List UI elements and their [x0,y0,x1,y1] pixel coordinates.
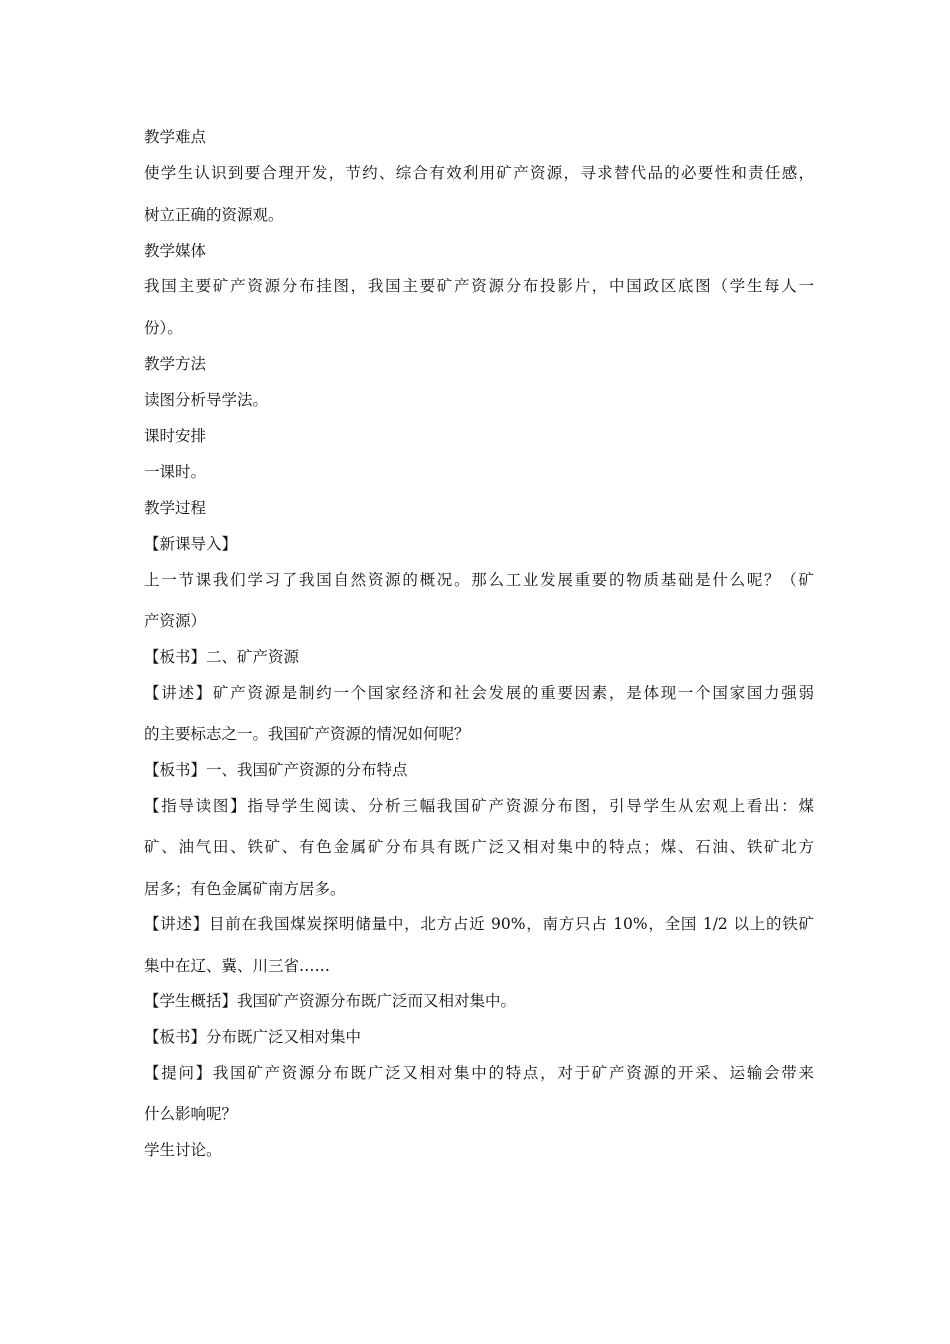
paragraph-line: 的主要标志之一。我国矿产资源的情况如何呢？ [144,725,470,743]
paragraph-line: 我国主要矿产资源分布挂图，我国主要矿产资源分布投影片，中国政区底图（学生每人一 [144,277,814,295]
paragraph-line: 产资源） [144,612,207,630]
paragraph-line: 什么影响呢？ [144,1105,238,1123]
heading-teaching-method: 教学方法 [144,355,207,373]
paragraph-line: 【板书】二、矿产资源 [144,648,300,666]
paragraph-line: 使学生认识到要合理开发，节约、综合有效利用矿产资源，寻求替代品的必要性和责任感， [144,164,814,182]
paragraph-line: 矿、油气田、铁矿、有色金属矿分布具有既广泛又相对集中的特点；煤、石油、铁矿北方 [144,838,814,856]
paragraph-line: 【板书】一、我国矿产资源的分布特点 [144,761,408,779]
paragraph-line: 【板书】分布既广泛又相对集中 [144,1028,362,1046]
heading-teaching-difficulty: 教学难点 [144,128,207,146]
paragraph-line: 【讲述】目前在我国煤炭探明储量中，北方占近 90%，南方只占 10%，全国 1/2 以上的铁矿 [144,915,814,933]
paragraph-line: 【学生概括】我国矿产资源分布既广泛而又相对集中。 [144,992,517,1010]
paragraph-line: 读图分析导学法。 [144,391,269,409]
paragraph-line: 上一节课我们学习了我国自然资源的概况。那么工业发展重要的物质基础是什么呢？（矿 [144,571,814,589]
paragraph-line: 一课时。 [144,463,207,481]
paragraph-line: 树立正确的资源观。 [144,206,284,224]
heading-teaching-process: 教学过程 [144,499,207,517]
paragraph-line: 【讲述】矿产资源是制约一个国家经济和社会发展的重要因素，是体现一个国家国力强弱 [144,684,814,702]
paragraph-line: 集中在辽、冀、川三省…… [144,957,331,975]
heading-schedule: 课时安排 [144,427,207,445]
section-label-intro: 【新课导入】 [144,535,238,553]
paragraph-line: 居多；有色金属矿南方居多。 [144,880,346,898]
paragraph-line: 【指导读图】指导学生阅读、分析三幅我国矿产资源分布图，引导学生从宏观上看出：煤 [144,797,814,815]
paragraph-line: 学生讨论。 [144,1141,222,1159]
paragraph-line: 份）。 [144,319,183,337]
heading-teaching-media: 教学媒体 [144,242,207,260]
paragraph-line: 【提问】我国矿产资源分布既广泛又相对集中的特点，对于矿产资源的开采、运输会带来 [144,1064,814,1082]
